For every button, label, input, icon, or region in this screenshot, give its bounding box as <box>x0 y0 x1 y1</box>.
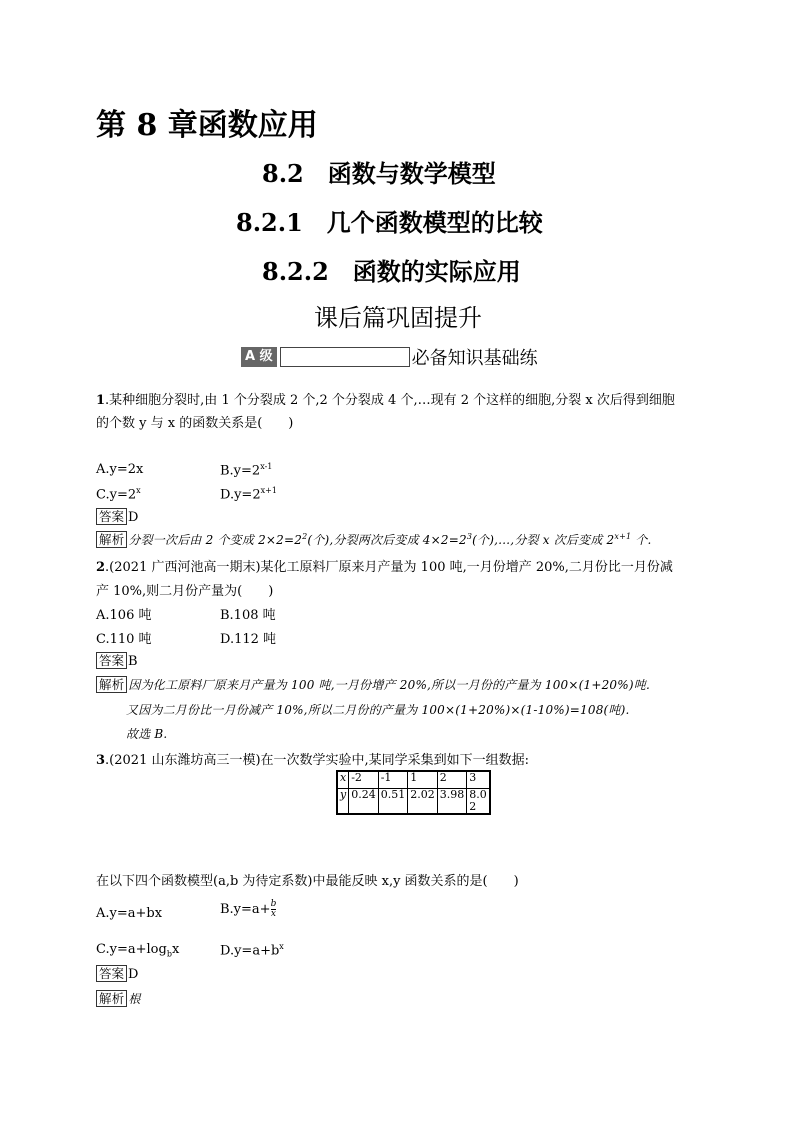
q3-option-d-base: D.y=a+b <box>220 943 280 959</box>
q3-option-b <box>220 900 276 919</box>
q2-line-1 <box>96 556 673 575</box>
q2-answer: B <box>128 654 138 669</box>
q3-answer-row <box>96 965 138 982</box>
q1-option-d-exp: x+1 <box>260 486 277 495</box>
level-banner <box>241 346 538 368</box>
answer-label: 答案 <box>96 652 127 669</box>
subsection-title-1: 8.2.1 几个函数模型的比较 <box>236 208 543 237</box>
table-cell: 3 <box>467 771 490 789</box>
q3-option-d-exp: x <box>279 942 284 951</box>
q2-analysis-1: 因为化工原料厂原来月产量为 100 吨,一月份增产 20%,所以一月份的产量为 100×(1+20%)吨. <box>128 678 650 692</box>
q3-option-c-sub: b <box>166 949 172 959</box>
q1-option-c-base: C.y=2 <box>96 487 137 503</box>
q1-option-c-exp: x <box>136 486 141 495</box>
q1-option-b <box>220 462 272 478</box>
q1-analysis-2: (个),分裂两次后变成 4×2=2 <box>307 533 467 547</box>
table-cell: 0.51 <box>378 789 408 815</box>
table-header-y: y <box>337 789 349 815</box>
table-cell: 1 <box>408 771 438 789</box>
q3-analysis: 根 <box>128 992 141 1006</box>
table-header-x: x <box>337 771 349 789</box>
q1-analysis-row <box>96 531 652 548</box>
q1-option-b-base: B.y=2 <box>220 463 261 479</box>
q1-analysis-1: 分裂一次后由 2 个变成 2×2=2 <box>128 533 303 547</box>
q2-option-b: B.108 吨 <box>220 608 276 623</box>
q3-answer: D <box>128 967 139 982</box>
q2-answer-row <box>96 652 138 669</box>
q2-line-2: 产 10%,则二月份产量为( ) <box>96 584 274 599</box>
q1-option-b-exp: x-1 <box>260 462 273 471</box>
q3-option-a: A.y=a+bx <box>96 906 163 921</box>
q3-option-c-tail: x <box>171 942 180 957</box>
q1-analysis-exp-2: 3 <box>466 532 473 541</box>
table-cell: -2 <box>349 771 379 789</box>
table-cell: 2.02 <box>408 789 438 815</box>
q1-text-1: .某种细胞分裂时,由 1 个分裂成 2 个,2 个分裂成 4 个,…现有 2 个这样的细胞,分裂 x 次后得到细胞 <box>105 393 675 408</box>
q1-option-d <box>220 486 277 502</box>
q3-option-b-fraction <box>271 900 277 919</box>
table-cell: 2 <box>437 771 467 789</box>
q3-number: 3 <box>96 753 106 768</box>
q3-option-c-base: C.y=a+log <box>96 942 167 957</box>
q3-option-c <box>96 942 179 959</box>
level-blank-box <box>280 347 410 367</box>
table-row <box>337 771 490 789</box>
q1-analysis-4: 个. <box>631 533 652 547</box>
q1-option-c <box>96 486 141 502</box>
level-text: 必备知识基础练 <box>411 348 538 369</box>
q2-text-1: .(2021 广西河池高一期末)某化工原料厂原来月产量为 100 吨,一月份增产 20%,二月份比一月份减 <box>105 560 673 575</box>
q3-option-d <box>220 942 284 958</box>
level-badge: A 级 <box>241 347 277 367</box>
chapter-title: 第 8 章函数应用 <box>96 108 318 143</box>
table-cell: -1 <box>378 771 408 789</box>
q3-line-2: 在以下四个函数模型(a,b 为待定系数)中最能反映 x,y 函数关系的是( ) <box>96 874 519 889</box>
analysis-label: 解析 <box>96 676 127 693</box>
q1-option-d-base: D.y=2 <box>220 487 261 503</box>
q1-answer: D <box>128 510 139 525</box>
q1-analysis-exp-1: 2 <box>302 532 308 541</box>
analysis-label: 解析 <box>96 531 127 548</box>
q1-analysis-3: (个),…,分裂 x 次后变成 2 <box>472 533 615 547</box>
q1-answer-row <box>96 508 138 525</box>
q3-option-b-prefix: B.y=a+ <box>220 902 271 917</box>
section-title: 8.2 函数与数学模型 <box>262 159 496 188</box>
table-row <box>337 789 490 815</box>
table-cell: 3.98 <box>437 789 467 815</box>
q2-number: 2 <box>96 560 106 575</box>
q3-text-1: .(2021 山东潍坊高三一模)在一次数学实验中,某同学采集到如下一组数据: <box>105 753 530 768</box>
q2-option-a: A.106 吨 <box>96 608 152 623</box>
q3-option-b-numerator: b <box>270 899 277 909</box>
q3-data-table <box>336 770 491 815</box>
q1-number: 1 <box>96 393 106 408</box>
q1-line-1 <box>96 389 675 408</box>
answer-label: 答案 <box>96 508 127 525</box>
subsection-title-2: 8.2.2 函数的实际应用 <box>262 257 521 286</box>
answer-label: 答案 <box>96 965 127 982</box>
q2-option-d: D.112 吨 <box>220 632 277 647</box>
q3-line-1 <box>96 749 529 768</box>
table-cell: 0.24 <box>349 789 379 815</box>
q1-analysis-exp-3: x+1 <box>614 532 632 541</box>
q2-analysis-row <box>96 676 650 693</box>
q2-analysis-3: 故选 B. <box>126 727 168 741</box>
table-cell: 8.0 2 <box>467 789 490 815</box>
q3-analysis-row <box>96 990 141 1007</box>
q1-line-2: 的个数 y 与 x 的函数关系是( ) <box>96 416 294 431</box>
q1-option-a: A.y=2x <box>96 462 144 477</box>
analysis-label: 解析 <box>96 990 127 1007</box>
q3-option-b-denominator: x <box>270 909 276 919</box>
page-subtitle: 课后篇巩固提升 <box>314 304 482 332</box>
q2-option-c: C.110 吨 <box>96 632 152 647</box>
q2-analysis-2: 又因为二月份比一月份减产 10%,所以二月份的产量为 100×(1+20%)×(1-10%)=108(吨). <box>126 703 630 717</box>
